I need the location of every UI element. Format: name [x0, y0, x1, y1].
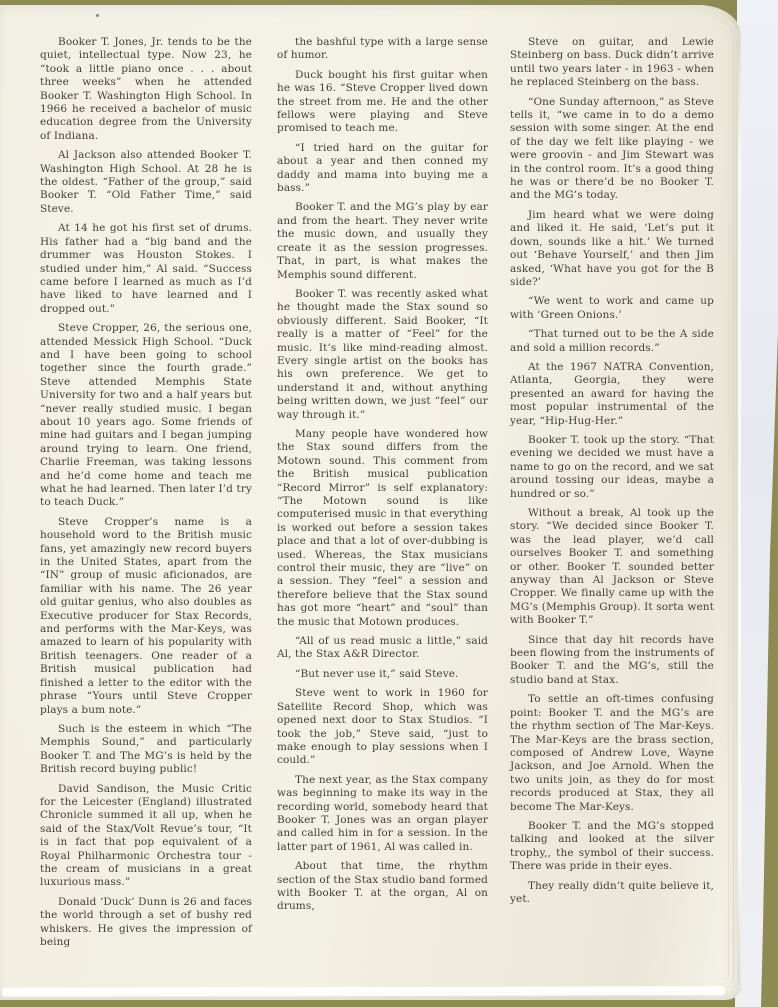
paragraph: the bashful type with a large sense of humor. — [277, 36, 488, 62]
paragraph: Steve went to work in 1960 for Satellite Record Shop, which was opened next door to Stax Studios. “I took the job,” Steve said, “just to make enough to play sessions when I could.” — [277, 687, 488, 767]
paragraph: “One Sunday afternoon,” as Steve tells it, “we came in to do a demo session with some singer. At the end of the day we felt like playing - we were groovin - and Jim Stewart was in the control room. It’s a good thing he was or there’d be no Booker T. and the MG’s today. — [510, 95, 714, 202]
paragraph: David Sandison, the Music Critic for the Leicester (England) illustrated Chronicle summed it all up, when he said of the Stax/Volt Revue’s tour, “It is in fact that pop equivalent of a Royal Philharmonic Orchestra tour - the cream of musicians in a great luxurious mass.” — [40, 782, 252, 889]
paragraph: Many people have wondered how the Stax sound differs from the Motown sound. This comment from the British musical publication “Record Mirror” is self explanatory: “The Motown sound is like computerised music in that everything is worked out before a session takes place and that a lot of over-dubbing is used. Whereas, the Stax musicians control their music, they are “live” on a session. They “feel” a session and therefore believe that the Stax sound has got more “heart” and “soul” than the music that Motown produces. — [277, 427, 488, 628]
paragraph: “That turned out to be the A side and sold a million records.” — [510, 328, 714, 354]
paragraph: Booker T. Jones, Jr. tends to be the quiet, intellectual type. Now 23, he “took a little piano once . . . about three weeks” when he attended Booker T. Washington High School. In 1966 he received a bachelor of music education degree from the University of Indiana. — [40, 36, 252, 142]
paragraph: Booker T. and the MG’s stopped talking and looked at the silver trophy,, the symbol of their success. There was pride in their eyes. — [510, 819, 714, 873]
paragraph: Steve Cropper’s name is a household word to the British music fans, yet amazingly new record buyers in the United States, apart from the “IN” group of music aficionados, are familiar with his name. The 26 year old guitar genius, who also doubles as Executive producer for Stax Records, and performs with the Mar-Keys, was amazed to learn of his popularity with British teenagers. One reader of a British musical publication had finished a letter to the editor with the phrase “Yours until Steve Cropper plays a bum note.” — [40, 515, 252, 716]
text-column-1 — [40, 36, 252, 955]
page-bottom-edge — [2, 986, 725, 997]
paragraph: Such is the esteem in which “The Memphis Sound,” and particularly Booker T. and The MG’s is held by the British record buying public! — [40, 722, 252, 776]
paragraph: About that time, the rhythm section of the Stax studio band formed with Booker T. at the organ, Al on drums, — [277, 860, 488, 913]
paragraph: At the 1967 NATRA Convention, Atlanta, Georgia, they were presented an award for having the most popular instrumental of the year, “Hip-Hug-Her.” — [510, 360, 714, 427]
ink-speck — [96, 14, 99, 17]
paragraph: “All of us read music a little,” said Al, the Stax A&R Director. — [277, 635, 488, 661]
paragraph: Booker T. and the MG’s play by ear and from the heart. They never write the music down, and usually they create it as the session progresses. That, in part, is what makes the Memphis sound different. — [277, 201, 488, 281]
paragraph: At 14 he got his first set of drums. His father had a “big band and the drummer was Houston Stokes. I studied under him,” Al said. “Success came before I learned as much as I’d have liked to have learned and I dropped out.” — [40, 222, 252, 315]
paragraph: Donald ‘Duck’ Dunn is 26 and faces the world through a set of bushy red whiskers. He gives the impression of being — [40, 895, 252, 948]
paragraph: “We went to work and came up with ‘Green Onions.’ — [510, 295, 714, 321]
magazine-page — [0, 5, 741, 1000]
paragraph: The next year, as the Stax company was beginning to make its way in the recording world, somebody heard that Booker T. Jones was an organ player and called him in for a session. In the latter part of 1961, Al was called in. — [277, 773, 488, 853]
paragraph: Without a break, Al took up the story. “We decided since Booker T. was the lead player, we’d call ourselves Booker T. and something or other. Booker T. sounded better anyway than Al Jackson or Steve Cropper. We finally came up with the MG’s (Memphis Group). It sorta went with Booker T.” — [510, 507, 714, 627]
paragraph: Steve on guitar, and Lewie Steinberg on bass. Duck didn’t arrive until two years later - in 1963 - when he replaced Steinberg on the bass. — [510, 36, 714, 89]
paragraph: “I tried hard on the guitar for about a year and then conned my daddy and mama into buying me a bass.” — [277, 141, 488, 195]
paragraph: To settle an oft-times confusing point: Booker T. and the MG’s are the rhythm section of The Mar-Keys. The Mar-Keys are the brass section, composed of Andrew Love, Wayne Jackson, and Joe Arnold. When the two units join, as they do for most records produced at Stax, they all become The Mar-Keys. — [510, 693, 714, 813]
paragraph: Booker T. was recently asked what he thought made the Stax sound so obviously different. Said Booker, “It really is a matter of “Feel” for the music. It’s like mind-reading almost. Every single artist on the books has his own preference. We get to understand it and, without anything being written down, we just “feel” our way through it.” — [277, 287, 488, 421]
text-column-3 — [510, 36, 714, 912]
paragraph: Al Jackson also attended Booker T. Washington High School. At 28 he is the oldest. “Father of the group,” said Booker T. “Old Father Time,” said Steve. — [40, 149, 252, 215]
paragraph: They really didn’t quite believe it, yet. — [510, 879, 714, 905]
paragraph: “But never use it,” said Steve. — [295, 667, 459, 680]
page-edge-highlight — [738, 15, 741, 990]
paragraph: Duck bought his first guitar when he was 16. “Steve Cropper lived down the street from me. He and the other fellows were playing and Steve promised to teach me. — [277, 68, 488, 135]
paragraph: Jim heard what we were doing and liked it. He said, ‘Let’s put it down, sounds like a hit.’ We turned out ‘Behave Yourself,’ and then Jim asked, ‘What have you got for the B side?’ — [510, 208, 714, 288]
text-column-2 — [277, 36, 488, 920]
paragraph: Booker T. took up the story. “That evening we decided we must have a name to go on the record, and we sat around tossing our ideas, maybe a hundred or so.” — [510, 433, 714, 500]
paragraph: Since that day hit records have been flowing from the instruments of Booker T. and the MG’s, still the studio band at Stax. — [510, 633, 714, 686]
paragraph: Steve Cropper, 26, the serious one, attended Messick High School. “Duck and I have been going to school together since the fourth grade.” Steve attended Memphis State University for two and a half years but “never really studied music. I began about 10 years ago. Some friends of mine had guitars and I began jumping around trying to learn. One friend, Charlie Freeman, was taking lessons and he’d come home and teach me what he had learned. Then later I’d try to teach Duck.” — [40, 322, 252, 509]
